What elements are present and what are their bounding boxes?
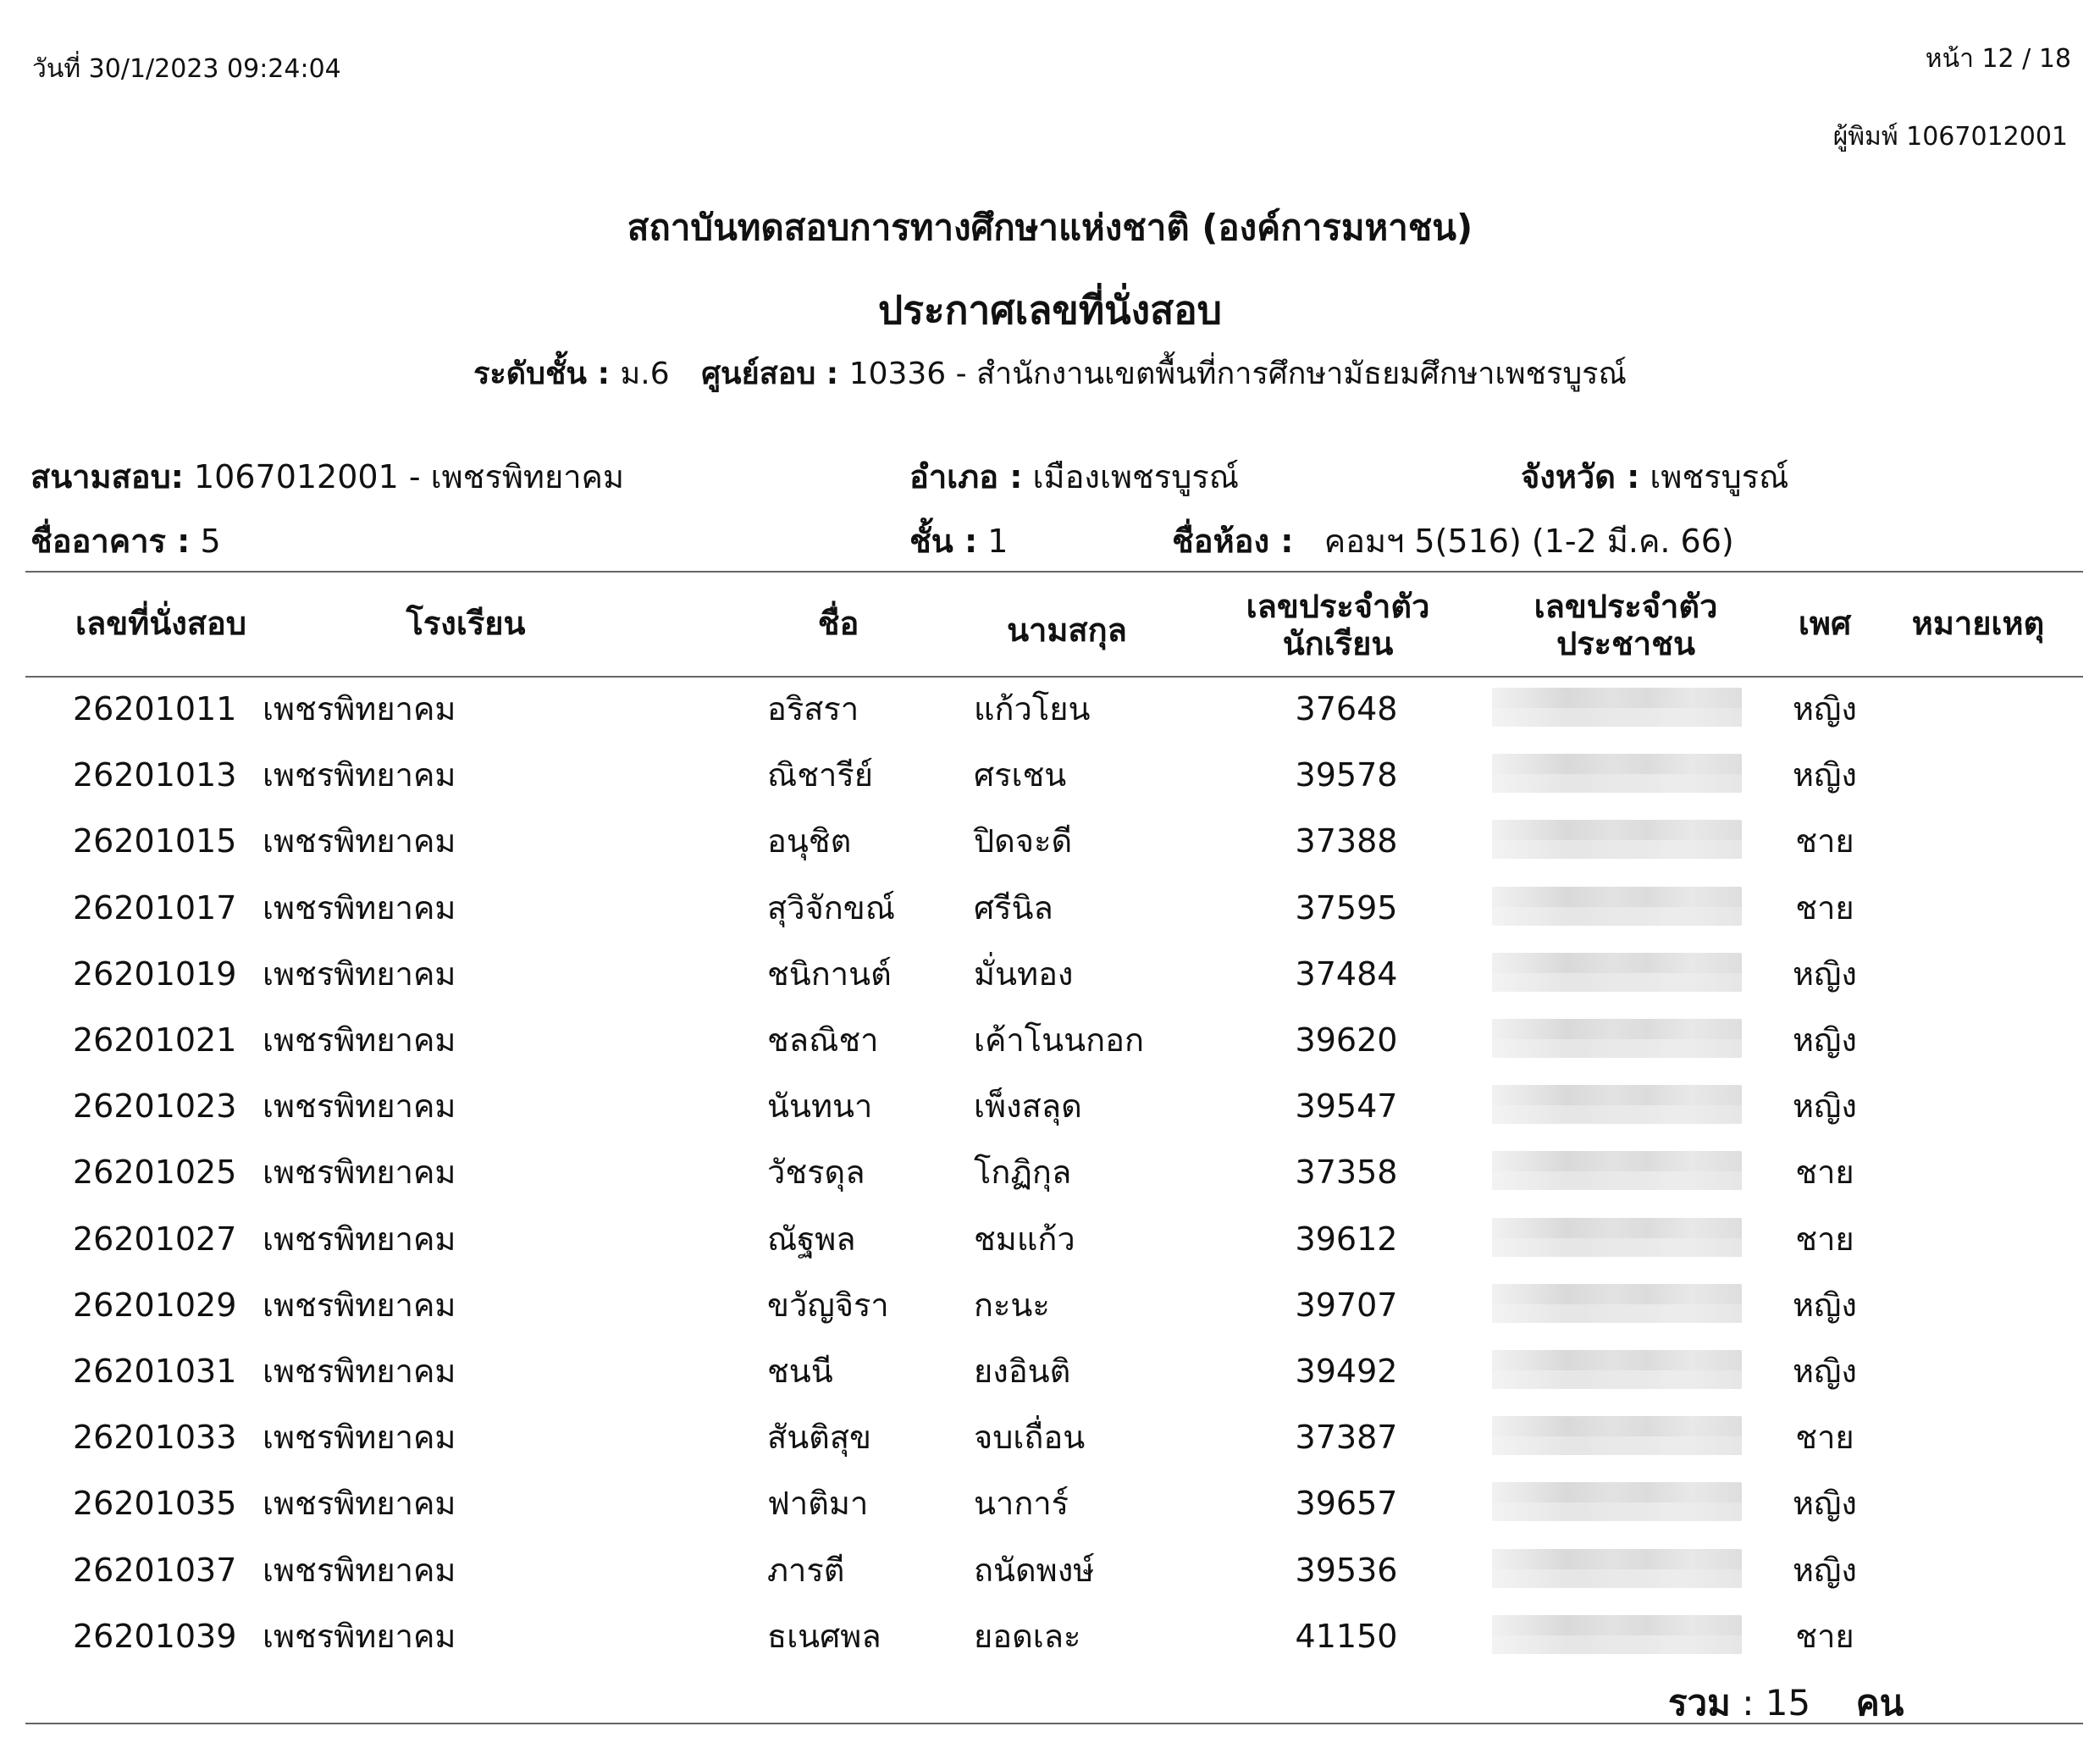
citizen-id-redacted (1492, 1482, 1742, 1521)
gender: หญิง (1793, 1485, 1857, 1523)
organization-title: สถาบันทดสอบการทางศึกษาแห่งชาติ (องค์การมหาชน) (627, 207, 1473, 248)
student-id: 39536 (1295, 1551, 1398, 1589)
gender: หญิง (1793, 690, 1857, 728)
seat-number: 26201039 (73, 1617, 237, 1655)
last-name: เพ็งสลุด (974, 1087, 1082, 1126)
citizen-id-redacted (1492, 1085, 1742, 1124)
student-id: 37484 (1295, 954, 1398, 993)
gender: หญิง (1793, 756, 1857, 794)
student-id: 37358 (1295, 1154, 1398, 1192)
table-row (0, 1206, 2100, 1272)
student-id: 37648 (1295, 690, 1398, 728)
student-id: 39657 (1295, 1485, 1398, 1523)
citizen-id-redacted (1492, 1151, 1742, 1190)
seat-number: 26201013 (73, 756, 237, 794)
first-name: อริสรา (767, 690, 859, 728)
student-id: 39547 (1295, 1087, 1398, 1126)
total-colon: : (1742, 1682, 1755, 1724)
header-student-id-line2: นักเรียน (1282, 625, 1394, 662)
header-citizen-id-line2: ประชาชน (1556, 625, 1695, 662)
student-id: 39620 (1295, 1021, 1398, 1059)
first-name: ชนนี (767, 1353, 833, 1390)
header-first-name: ชื่อ (817, 605, 859, 642)
table-row (0, 1404, 2100, 1470)
center-label: ศูนย์สอบ : (701, 357, 839, 391)
header-citizen-id-line1: เลขประจำตัว (1534, 588, 1718, 625)
citizen-id-redacted (1492, 1549, 1742, 1588)
total-unit: คน (1855, 1682, 1904, 1724)
page-number: หน้า 12 / 18 (1925, 44, 2071, 74)
first-name: วัชรดุล (767, 1154, 865, 1192)
total-summary (1668, 1675, 1904, 1731)
last-name: นาการ์ (974, 1485, 1069, 1523)
announcement-title: ประกาศเลขที่นั่งสอบ (878, 287, 1222, 333)
student-id: 39612 (1295, 1220, 1398, 1258)
table-row (0, 875, 2100, 941)
room-value: คอมฯ 5(516) (1-2 มี.ค. 66) (1324, 523, 1734, 560)
header-last-name: นามสกุล (1007, 611, 1127, 649)
total-count: 15 (1765, 1682, 1811, 1724)
table-row (0, 1537, 2100, 1603)
last-name: มั่นทอง (974, 954, 1074, 993)
seat-number: 26201025 (73, 1154, 237, 1192)
citizen-id-redacted (1492, 820, 1742, 859)
last-name: แก้วโยน (974, 690, 1091, 728)
citizen-id-redacted (1492, 1615, 1742, 1654)
school-name: เพชรพิทยาคม (262, 1485, 456, 1523)
exam-site (30, 451, 624, 502)
gender: ชาย (1795, 888, 1854, 927)
gender: ชาย (1795, 1419, 1854, 1457)
citizen-id-redacted (1492, 1019, 1742, 1058)
district-value: เมืองเพชรบูรณ์ (1032, 458, 1239, 495)
first-name: ชนิกานต์ (767, 954, 892, 993)
first-name: ฟาติมา (767, 1485, 869, 1523)
citizen-id-redacted (1492, 887, 1742, 926)
first-name: อนุชิต (767, 822, 852, 860)
table-row (0, 1073, 2100, 1139)
gender: หญิง (1793, 1353, 1857, 1390)
seat-number: 26201015 (73, 822, 237, 860)
floor-label: ชั้น : (909, 523, 978, 560)
school-name: เพชรพิทยาคม (262, 1087, 456, 1126)
table-row (0, 1470, 2100, 1536)
gender: หญิง (1793, 1087, 1857, 1126)
seat-number: 26201031 (73, 1353, 237, 1390)
table-row (0, 742, 2100, 808)
citizen-id-redacted (1492, 1350, 1742, 1389)
student-id: 39707 (1295, 1286, 1398, 1324)
first-name: สุวิจักขณ์ (767, 888, 896, 927)
student-id: 37595 (1295, 888, 1398, 927)
district (909, 451, 1239, 502)
seat-number: 26201019 (73, 954, 237, 993)
floor (909, 515, 1008, 567)
seat-number: 26201011 (73, 690, 237, 728)
last-name: ศรีนิล (974, 888, 1053, 927)
table-row (0, 1272, 2100, 1338)
level-value: ม.6 (620, 357, 670, 391)
gender: ชาย (1795, 1154, 1854, 1192)
school-name: เพชรพิทยาคม (262, 1220, 456, 1258)
student-id: 39578 (1295, 756, 1398, 794)
school-name: เพชรพิทยาคม (262, 1419, 456, 1457)
gender: ชาย (1795, 1617, 1854, 1655)
print-date: วันที่ 30/1/2023 09:24:04 (32, 54, 341, 84)
building (30, 515, 221, 567)
last-name: เค้าโนนกอก (974, 1021, 1144, 1059)
exam-site-label: สนามสอบ: (30, 458, 184, 495)
building-value: 5 (200, 523, 221, 560)
header-note: หมายเหตุ (1911, 605, 2045, 642)
building-label: ชื่ออาคาร : (30, 523, 191, 560)
seat-number: 26201023 (73, 1087, 237, 1126)
room-label: ชื่อห้อง : (1172, 523, 1294, 560)
last-name: ชมแก้ว (974, 1220, 1075, 1258)
center-value: 10336 - สำนักงานเขตพื้นที่การศึกษามัธยมศึกษาเพชรบูรณ์ (848, 357, 1627, 391)
student-id: 41150 (1295, 1617, 1398, 1655)
seat-number: 26201021 (73, 1021, 237, 1059)
school-name: เพชรพิทยาคม (262, 1617, 456, 1655)
seat-number: 26201029 (73, 1286, 237, 1324)
header-gender: เพศ (1798, 605, 1852, 642)
first-name: ณิชารีย์ (767, 756, 874, 794)
first-name: ภารตี (767, 1551, 845, 1589)
table-row (0, 676, 2100, 742)
school-name: เพชรพิทยาคม (262, 822, 456, 860)
room (1172, 515, 1734, 567)
seat-number: 26201017 (73, 888, 237, 927)
student-id: 39492 (1295, 1353, 1398, 1390)
table-top-rule (25, 571, 2083, 573)
first-name: สันติสุข (767, 1419, 872, 1457)
school-name: เพชรพิทยาคม (262, 1551, 456, 1589)
first-name: ณัฐพล (767, 1220, 856, 1258)
school-name: เพชรพิทยาคม (262, 954, 456, 993)
level-label: ระดับชั้น : (473, 357, 610, 391)
seat-number: 26201037 (73, 1551, 237, 1589)
table-row (0, 1007, 2100, 1073)
header-student-id (1202, 588, 1473, 662)
school-name: เพชรพิทยาคม (262, 1021, 456, 1059)
last-name: โกฏิกุล (974, 1154, 1072, 1192)
school-name: เพชรพิทยาคม (262, 1154, 456, 1192)
first-name: ขวัญจิรา (767, 1286, 889, 1324)
last-name: ยงอินติ (974, 1353, 1071, 1390)
last-name: ยอดเละ (974, 1617, 1081, 1655)
level-and-center (0, 349, 2100, 397)
province (1521, 451, 1788, 502)
table-row (0, 1139, 2100, 1205)
seat-number: 26201035 (73, 1485, 237, 1523)
table-row (0, 941, 2100, 1007)
printer-id: ผู้พิมพ์ 1067012001 (1832, 122, 2068, 152)
school-name: เพชรพิทยาคม (262, 888, 456, 927)
first-name: ธเนศพล (767, 1617, 881, 1655)
last-name: จบเถื่อน (974, 1419, 1086, 1457)
gender: หญิง (1793, 954, 1857, 993)
table-row (0, 808, 2100, 874)
header-seat: เลขที่นั่งสอบ (75, 605, 246, 642)
province-value: เพชรบูรณ์ (1650, 458, 1789, 495)
total-label: รวม (1668, 1682, 1731, 1724)
gender: หญิง (1793, 1551, 1857, 1589)
table-row (0, 1603, 2100, 1669)
table-row (0, 1338, 2100, 1404)
school-name: เพชรพิทยาคม (262, 756, 456, 794)
school-name: เพชรพิทยาคม (262, 1286, 456, 1324)
seat-number: 26201027 (73, 1220, 237, 1258)
seat-number: 26201033 (73, 1419, 237, 1457)
citizen-id-redacted (1492, 953, 1742, 992)
header-school: โรงเรียน (406, 605, 526, 642)
gender: ชาย (1795, 822, 1854, 860)
last-name: ศรเชน (974, 756, 1067, 794)
student-id: 37388 (1295, 822, 1398, 860)
header-citizen-id (1490, 588, 1761, 662)
citizen-id-redacted (1492, 754, 1742, 793)
last-name: ปิดจะดี (974, 822, 1073, 860)
citizen-id-redacted (1492, 1416, 1742, 1455)
gender: หญิง (1793, 1286, 1857, 1324)
first-name: ชลณิชา (767, 1021, 879, 1059)
last-name: ถนัดพงษ์ (974, 1551, 1095, 1589)
last-name: กะนะ (974, 1286, 1050, 1324)
first-name: นันทนา (767, 1087, 873, 1126)
exam-site-value: 1067012001 - เพชรพิทยาคม (193, 458, 625, 495)
school-name: เพชรพิทยาคม (262, 690, 456, 728)
student-id: 37387 (1295, 1419, 1398, 1457)
citizen-id-redacted (1492, 688, 1742, 727)
floor-value: 1 (987, 523, 1009, 560)
province-label: จังหวัด : (1521, 458, 1640, 495)
gender: หญิง (1793, 1021, 1857, 1059)
header-student-id-line1: เลขประจำตัว (1246, 588, 1430, 625)
school-name: เพชรพิทยาคม (262, 1353, 456, 1390)
gender: ชาย (1795, 1220, 1854, 1258)
citizen-id-redacted (1492, 1218, 1742, 1257)
citizen-id-redacted (1492, 1284, 1742, 1323)
district-label: อำเภอ : (909, 458, 1023, 495)
